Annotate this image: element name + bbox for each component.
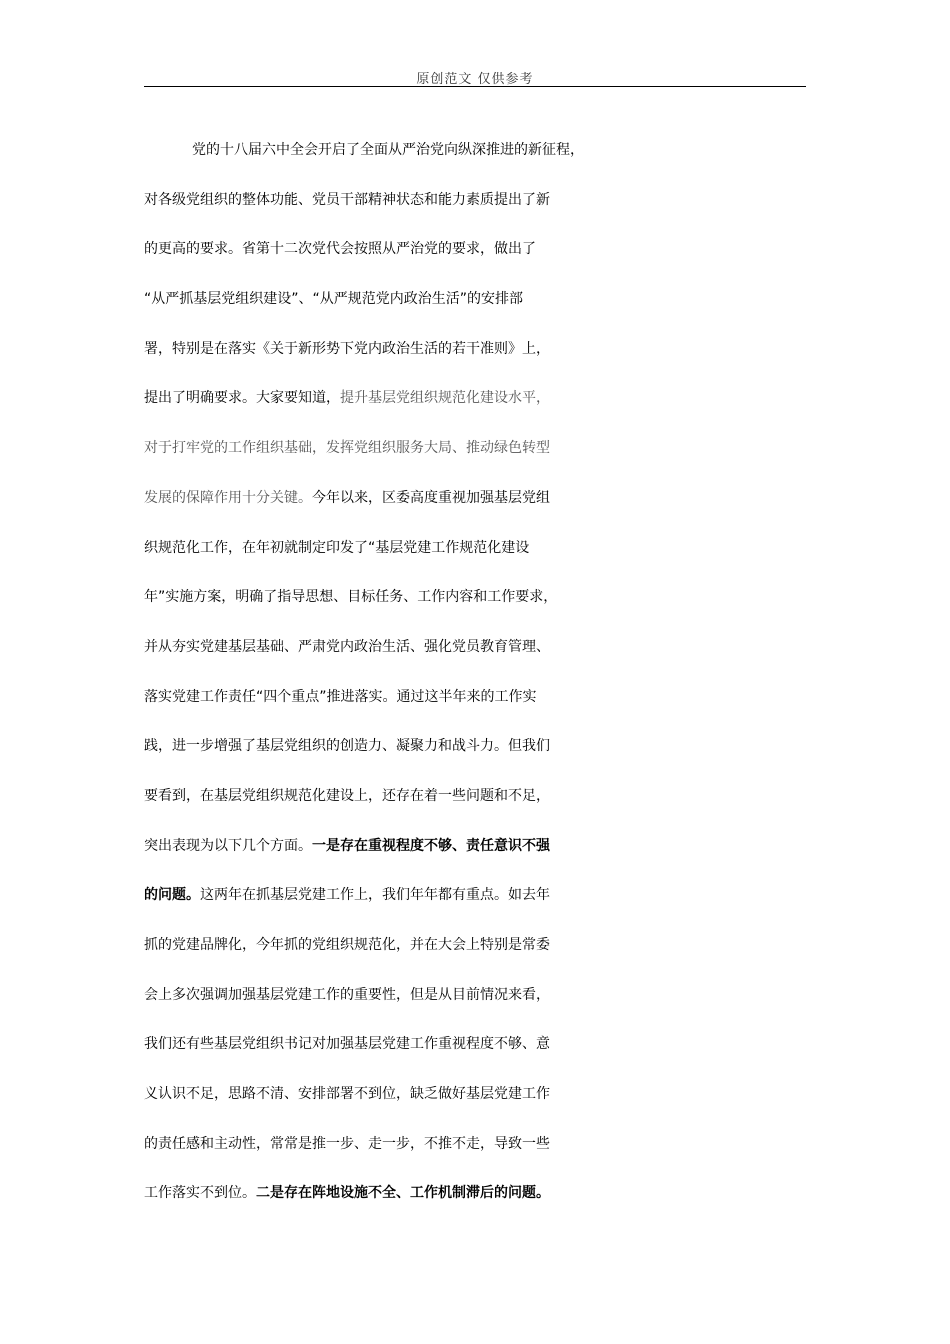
text-segment: 我们还有些基层党组织书记对加强基层党建工作重视程度不够、意	[144, 1036, 550, 1053]
text-line	[144, 623, 814, 673]
text-segment: 工作落实不到位。	[144, 1185, 256, 1202]
bold-text-segment: 一是存在重视程度不够、责任意识不强	[312, 837, 550, 854]
text-segment: 的更高的要求。省第十二次党代会按照从严治党的要求，做出了	[144, 241, 536, 258]
text-segment: 义认识不足，思路不清、安排部署不到位，缺乏做好基层党建工作	[144, 1086, 550, 1103]
bold-text-segment: 的问题。	[144, 887, 200, 904]
text-line	[144, 424, 814, 474]
text-segment: 年”实施方案，明确了指导思想、目标任务、工作内容和工作要求，	[144, 589, 558, 606]
text-line	[144, 474, 814, 524]
gray-text-segment: 发展的保障作用十分关键。	[144, 489, 312, 506]
gray-text-segment: 提升基层党组织规范化建设水平，	[340, 390, 550, 407]
text-line	[144, 871, 814, 921]
text-segment: 对各级党组织的整体功能、党员干部精神状态和能力素质提出了新	[144, 191, 550, 208]
text-line	[144, 1070, 814, 1120]
text-segment: “从严抓基层党组织建设”、“从严规范党内政治生活”的安排部	[144, 291, 524, 308]
text-line	[144, 1169, 814, 1219]
text-line	[144, 772, 814, 822]
text-segment: 这两年在抓基层党建工作上，我们年年都有重点。如去年	[200, 887, 550, 904]
text-segment: 的责任感和主动性，常常是推一步、走一步，不推不走，导致一些	[144, 1135, 550, 1152]
text-segment: 党的十八届六中全会开启了全面从严治党向纵深推进的新征程，	[192, 142, 584, 158]
text-segment: 并从夯实党建基层基础、严肃党内政治生活、强化党员教育管理、	[144, 638, 550, 655]
text-line	[144, 971, 814, 1021]
text-line	[144, 176, 814, 226]
text-segment: 织规范化工作，在年初就制定印发了“基层党建工作规范化建设	[144, 539, 530, 556]
header-divider	[144, 86, 806, 87]
text-segment: 会上多次强调加强基层党建工作的重要性，但是从目前情况来看，	[144, 986, 550, 1003]
text-segment: 抓的党建品牌化，今年抓的党组织规范化，并在大会上特别是常委	[144, 937, 550, 953]
text-line	[144, 275, 814, 325]
text-segment: 落实党建工作责任“四个重点”推进落实。通过这半年来的工作实	[144, 688, 537, 705]
text-line	[144, 1120, 814, 1170]
text-segment: 提出了明确要求。大家要知道，	[144, 390, 340, 407]
text-segment: 践，进一步增强了基层党组织的创造力、凝聚力和战斗力。但我们	[144, 738, 550, 755]
text-line	[144, 225, 814, 275]
text-segment: 署，特别是在落实《关于新形势下党内政治生活的若干准则》上，	[144, 340, 550, 357]
text-line	[144, 126, 814, 176]
text-segment: 突出表现为以下几个方面。	[144, 837, 312, 854]
text-line	[144, 722, 814, 772]
text-line	[144, 524, 814, 574]
text-segment: 要看到，在基层党组织规范化建设上，还存在着一些问题和不足，	[144, 787, 550, 804]
page-header: 原创范文 仅供参考	[416, 72, 534, 87]
bold-text-segment: 二是存在阵地设施不全、工作机制滞后的问题。	[256, 1185, 550, 1202]
text-line	[144, 921, 814, 971]
gray-text-segment: 对于打牢党的工作组织基础，发挥党组织服务大局、推动绿色转型	[144, 440, 550, 457]
text-line	[144, 1020, 814, 1070]
text-segment: 今年以来，区委高度重视加强基层党组	[312, 489, 550, 506]
document-body	[144, 126, 814, 1219]
text-line	[144, 673, 814, 723]
text-line	[144, 374, 814, 424]
text-line	[144, 325, 814, 375]
text-line	[144, 573, 814, 623]
text-line	[144, 822, 814, 872]
